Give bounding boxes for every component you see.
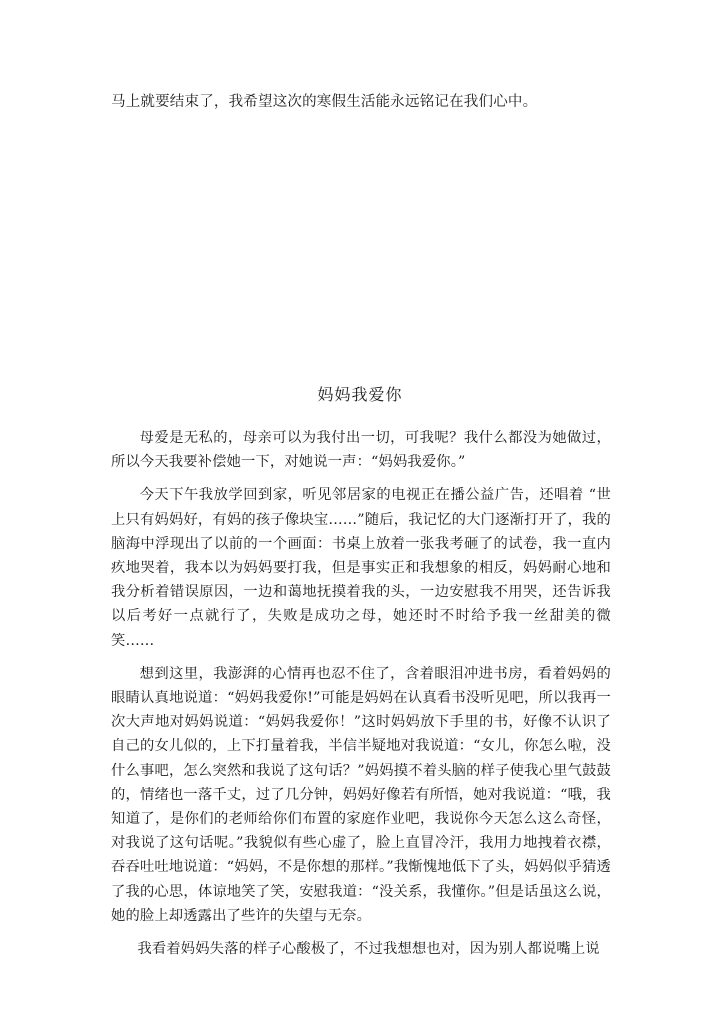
essay-paragraph: 我看着妈妈失落的样子心酸极了，不过我想想也对，因为别人都说嘴上说: [137, 941, 600, 958]
previous-essay-tail: 马上就要结束了，我希望这次的寒假生活能永远铭记在我们心中。: [111, 94, 538, 110]
essay-paragraph: 母爱是无私的，母亲可以为我付出一切，可我呢？我什么都没为她做过，所以今天我要补偿她一下，对她说一声：“妈妈我爱你。”: [111, 430, 611, 471]
essay-title: 妈妈我爱你: [317, 385, 403, 404]
essay-paragraph: 想到这里，我澎湃的心情再也忍不住了，含着眼泪冲进书房，看着妈妈的眼睛认真地说道：“妈妈我爱你!”可能是妈妈在认真看书没听见吧，所以我再一次大声地对妈妈说道：“妈妈我爱你！”这时妈妈放下手里的书，好像不认识了自己的女儿似的，上下打量着我，半信半疑地对我说道：“女儿，你怎么啦，没什么事吧，怎么突然和我说了这句话？”妈妈摸不着头脑的样子使我心里气鼓鼓的，情绪也一落千丈，过了几分钟，妈妈好像若有所悟，她对我说道：“哦，我知道了，是你们的老师给你们布置的家庭作业吧，我说你今天怎么这么奇怪，对我说了这句话呢。”我貌似有些心虚了，脸上直冒冷汗，我用力地拽着衣襟，吞吞吐吐地说道：“妈妈，不是你想的那样。”我惭愧地低下了头，妈妈似乎猜透了我的心思，体谅地笑了笑，安慰我道：“没关系，我懂你。”但是话虽这么说，她的脸上却透露出了些许的失望与无奈。: [111, 665, 611, 924]
essay-body: [111, 426, 611, 970]
essay-paragraph: 今天下午我放学回到家，听见邻居家的电视正在播公益广告，还唱着 “世上只有妈妈好，有妈的孩子像块宝……”随后，我记忆的大门逐渐打开了，我的脑海中浮现出了以前的一个画面：书桌上放着一张我考砸了的试卷，我一直内疚地哭着，我本以为妈妈要打我，但是事实正和我想象的相反，妈妈耐心地和我分析着错误原因，一边和蔼地抚摸着我的头，一边安慰我不用哭，还告诉我以后考好一点就行了，失败是成功之母，她还时不时给予我一丝甜美的微笑……: [111, 487, 611, 649]
